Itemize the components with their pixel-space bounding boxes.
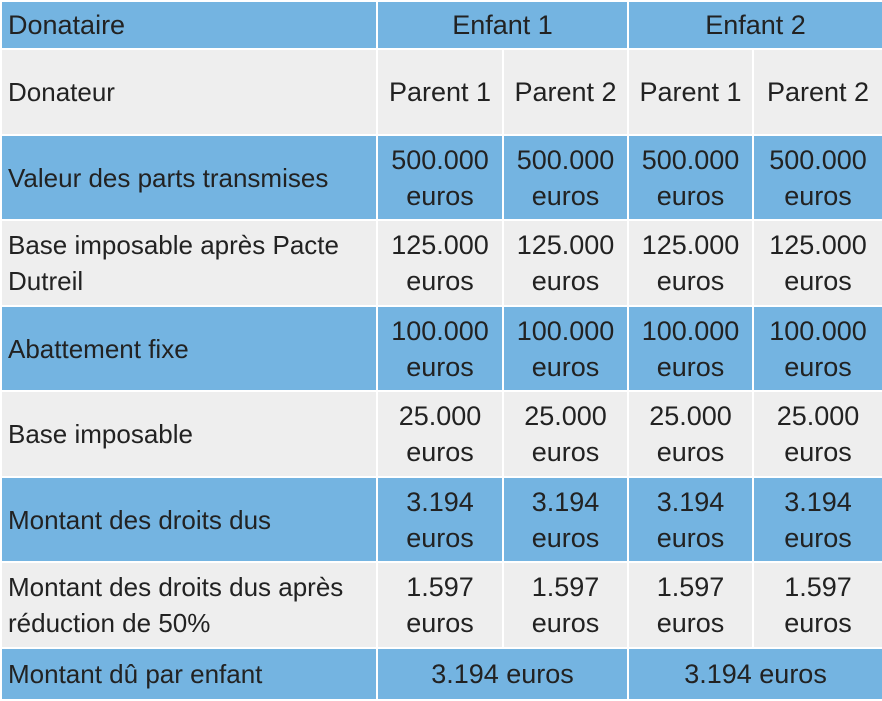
total-enfant-2: 3.194 euros [628,648,882,700]
donateur-label: Donateur [1,49,377,135]
table-row [1,391,882,477]
table-row [1,562,882,648]
header-row [1,1,882,49]
donor-row [1,49,882,135]
value-cell: 500.000 euros [377,135,503,220]
row-label: Abattement fixe [1,306,377,391]
enfant-2-header: Enfant 2 [628,1,882,49]
value-cell: 25.000 euros [628,391,753,477]
value-cell: 3.194 euros [628,477,753,562]
donor-cell: Parent 2 [753,49,882,135]
total-label: Montant dû par enfant [1,648,377,700]
value-cell: 100.000 euros [628,306,753,391]
value-cell: 125.000 euros [753,220,882,306]
value-cell: 100.000 euros [377,306,503,391]
donor-cell: Parent 1 [628,49,753,135]
value-cell: 1.597 euros [377,562,503,648]
row-label: Montant des droits dus après réduction de 50% [1,562,377,648]
value-cell: 3.194 euros [377,477,503,562]
row-label: Montant des droits dus [1,477,377,562]
row-label: Base imposable après Pacte Dutreil [1,220,377,306]
value-cell: 125.000 euros [503,220,628,306]
value-cell: 25.000 euros [503,391,628,477]
value-cell: 500.000 euros [503,135,628,220]
row-label: Base imposable [1,391,377,477]
value-cell: 3.194 euros [753,477,882,562]
value-cell: 100.000 euros [503,306,628,391]
value-cell: 125.000 euros [377,220,503,306]
donor-cell: Parent 1 [377,49,503,135]
table-row [1,220,882,306]
value-cell: 125.000 euros [628,220,753,306]
row-label: Valeur des parts transmises [1,135,377,220]
value-cell: 25.000 euros [377,391,503,477]
total-enfant-1: 3.194 euros [377,648,628,700]
table-row [1,477,882,562]
value-cell: 500.000 euros [753,135,882,220]
value-cell: 3.194 euros [503,477,628,562]
enfant-1-header: Enfant 1 [377,1,628,49]
donataire-header: Donataire [1,1,377,49]
value-cell: 1.597 euros [628,562,753,648]
value-cell: 1.597 euros [503,562,628,648]
value-cell: 100.000 euros [753,306,882,391]
table-row [1,135,882,220]
donor-cell: Parent 2 [503,49,628,135]
total-row [1,648,882,700]
table-row [1,306,882,391]
value-cell: 1.597 euros [753,562,882,648]
value-cell: 25.000 euros [753,391,882,477]
value-cell: 500.000 euros [628,135,753,220]
